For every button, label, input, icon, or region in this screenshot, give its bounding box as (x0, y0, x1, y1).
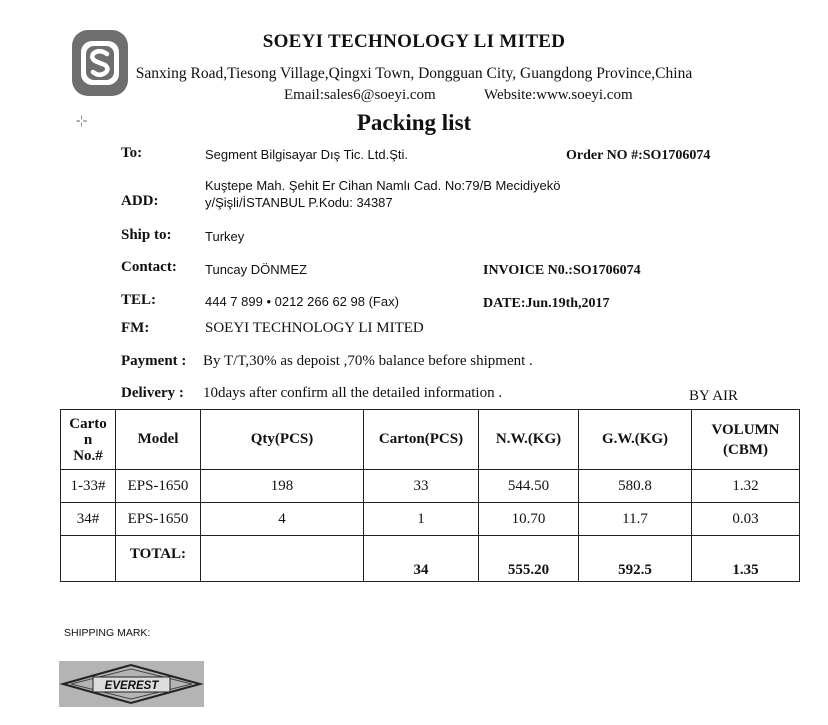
header-model: Model (116, 410, 201, 470)
everest-brand-text: EVEREST (104, 680, 159, 692)
total-gw: 592.5 (579, 536, 692, 582)
invoice-date: DATE:Jun.19th,2017 (483, 296, 610, 311)
packing-table (60, 409, 800, 582)
payment-label: Payment : (121, 353, 187, 369)
table-row (61, 503, 800, 536)
header-nw: N.W.(KG) (479, 410, 579, 470)
tel-label: TEL: (121, 292, 157, 308)
header-volumn: VOLUMN (CBM) (692, 410, 800, 470)
cell-carton: 33 (364, 470, 479, 503)
cell-volumn: 0.03 (692, 503, 800, 536)
cell-gw: 11.7 (579, 503, 692, 536)
shipping-mark-label: SHIPPING MARK: (64, 627, 151, 639)
to-label: To: (121, 145, 143, 161)
table-total-row (61, 536, 800, 582)
cell-carton: 1 (364, 503, 479, 536)
header-carton-no: Carto n No.# (61, 410, 116, 470)
fm-label: FM: (121, 320, 150, 336)
total-carton: 34 (364, 536, 479, 582)
document-title: Packing list (356, 110, 472, 135)
cell-model: EPS-1650 (116, 470, 201, 503)
ship-to-label: Ship to: (121, 227, 172, 243)
delivery-label: Delivery : (121, 385, 184, 401)
cell-qty: 4 (201, 503, 364, 536)
invoice-number: INVOICE N0.:SO1706074 (483, 263, 641, 278)
table-header-row (61, 410, 800, 470)
address-label: ADD: (121, 193, 159, 209)
cell-nw: 10.70 (479, 503, 579, 536)
everest-logo-icon (59, 661, 204, 707)
total-nw: 555.20 (479, 536, 579, 582)
table-row (61, 470, 800, 503)
fm-value: SOEYI TECHNOLOGY LI MITED (205, 320, 424, 336)
shipping-method: BY AIR (689, 388, 739, 404)
total-label: TOTAL: (116, 536, 201, 582)
contact-value: Tuncay DÖNMEZ (205, 262, 308, 277)
company-name: SOEYI TECHNOLOGY LI MITED (262, 31, 566, 52)
cell-empty (201, 536, 364, 582)
ship-to-value: Turkey (205, 229, 245, 244)
tel-value: 444 7 899 • 0212 266 62 98 (Fax) (205, 294, 399, 309)
crosshair-icon: -¦- (76, 112, 88, 127)
cell-model: EPS-1650 (116, 503, 201, 536)
cell-nw: 544.50 (479, 470, 579, 503)
company-address: Sanxing Road,Tiesong Village,Qingxi Town, Dongguan City, Guangdong Province,China (135, 65, 693, 82)
cell-empty (61, 536, 116, 582)
contact-label: Contact: (121, 259, 177, 275)
company-website: Website:www.soeyi.com (484, 87, 633, 103)
cell-volumn: 1.32 (692, 470, 800, 503)
header-carton: Carton(PCS) (364, 410, 479, 470)
cell-qty: 198 (201, 470, 364, 503)
address-line-1: Kuştepe Mah. Şehit Er Cihan Namlı Cad. No:79/B Mecidiyekö (205, 178, 561, 193)
delivery-value: 10days after confirm all the detailed information . (203, 385, 503, 401)
order-number: Order NO #:SO1706074 (566, 148, 711, 163)
total-volumn: 1.35 (692, 536, 800, 582)
payment-value: By T/T,30% as depoist ,70% balance before shipment . (203, 353, 533, 369)
header-gw: G.W.(KG) (579, 410, 692, 470)
company-email: Email:sales6@soeyi.com (284, 87, 436, 103)
cell-carton-no: 1-33# (61, 470, 116, 503)
address-line-2: y/Şişli/İSTANBUL P.Kodu: 34387 (205, 195, 393, 210)
header-qty: Qty(PCS) (201, 410, 364, 470)
to-value: Segment Bilgisayar Dış Tic. Ltd.Şti. (205, 147, 409, 162)
cell-carton-no: 34# (61, 503, 116, 536)
cell-gw: 580.8 (579, 470, 692, 503)
